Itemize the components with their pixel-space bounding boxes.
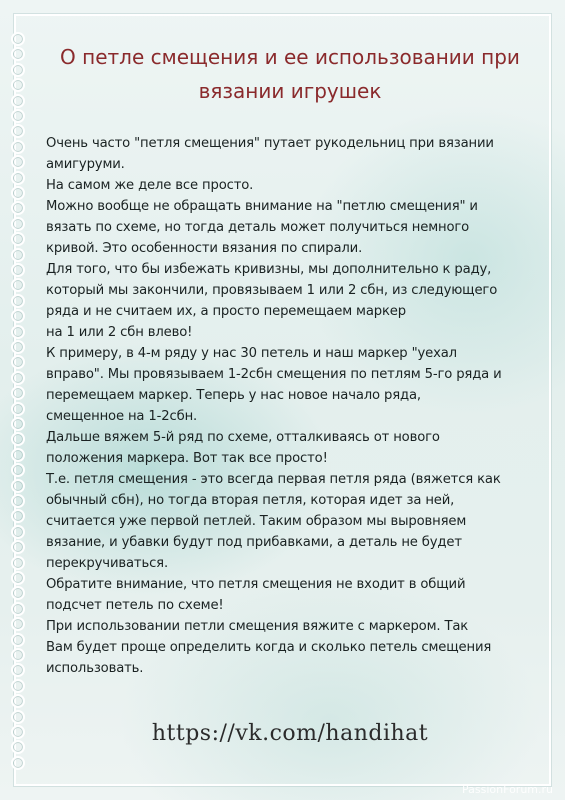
body-line: Можно вообще не обращать внимание на "петлю смещения" и xyxy=(46,199,478,214)
spiral-ring xyxy=(11,463,25,477)
spiral-ring xyxy=(11,155,25,169)
spiral-ring xyxy=(11,109,25,123)
spiral-ring xyxy=(11,663,25,677)
spiral-ring xyxy=(11,355,25,369)
page-title xyxy=(40,40,540,108)
body-line: вязать по схеме, но тогда деталь может получиться немного xyxy=(46,220,470,235)
source-link[interactable]: https://vk.com/handihat xyxy=(151,721,429,746)
spiral-ring xyxy=(11,540,25,554)
body-line: обычный сбн), но тогда вторая петля, которая идет за ней, xyxy=(46,493,455,508)
spiral-ring xyxy=(11,710,25,724)
spiral-ring xyxy=(11,186,25,200)
article-body xyxy=(46,133,542,679)
body-line: кривой. Это особенности вязания по спирали. xyxy=(46,241,363,256)
spiral-ring xyxy=(11,740,25,754)
spiral-ring xyxy=(11,602,25,616)
body-line: перемещаем маркер. Теперь у нас новое начало ряда, xyxy=(46,388,421,403)
spiral-ring xyxy=(11,694,25,708)
spiral-ring xyxy=(11,756,25,770)
title-line-1: О петле смещения и ее использовании при xyxy=(60,45,520,69)
spiral-ring xyxy=(11,124,25,138)
spiral-ring xyxy=(11,571,25,585)
spiral-ring xyxy=(11,248,25,262)
body-line: положения маркера. Вот так все просто! xyxy=(46,451,328,466)
body-line: на 1 или 2 сбн влево! xyxy=(46,325,193,340)
body-line: который мы закончили, провязываем 1 или 2 сбн, из следующего xyxy=(46,283,498,298)
spiral-ring xyxy=(11,417,25,431)
spiral-ring xyxy=(11,32,25,46)
spiral-ring xyxy=(11,586,25,600)
spiral-ring xyxy=(11,679,25,693)
spiral-ring xyxy=(11,47,25,61)
body-line: Дальше вяжем 5-й ряд по схеме, отталкиваясь от нового xyxy=(46,430,440,445)
spiral-ring xyxy=(11,386,25,400)
spiral-ring xyxy=(11,78,25,92)
spiral-ring xyxy=(11,633,25,647)
body-line: На самом же деле все просто. xyxy=(46,178,254,193)
spiral-ring xyxy=(11,94,25,108)
body-line: Вам будет проще определить когда и сколько петель смещения xyxy=(46,640,492,655)
spiral-ring xyxy=(11,171,25,185)
spiral-ring xyxy=(11,525,25,539)
spiral-ring xyxy=(11,432,25,446)
spiral-ring xyxy=(11,278,25,292)
spiral-ring xyxy=(11,217,25,231)
body-line: использовать. xyxy=(46,661,144,676)
body-line: Т.е. петля смещения - это всегда первая петля ряда (вяжется как xyxy=(46,472,501,487)
spiral-ring xyxy=(11,309,25,323)
spiral-binding xyxy=(9,32,27,772)
spiral-ring xyxy=(11,556,25,570)
body-line: К примеру, в 4-м ряду у нас 30 петель и наш маркер "уехал xyxy=(46,346,457,361)
body-line: Очень часто "петля смещения" путает рукодельниц при вязании xyxy=(46,136,494,151)
spiral-ring xyxy=(11,725,25,739)
body-line: перекручиваться. xyxy=(46,556,169,571)
body-line: вязание, и убавки будут под прибавками, а деталь не будет xyxy=(46,535,462,550)
spiral-ring xyxy=(11,448,25,462)
spiral-ring xyxy=(11,479,25,493)
body-line: вправо". Мы провязываем 1-2сбн смещения по петлям 5-го ряда и xyxy=(46,367,502,382)
watermark: PassionForum.ru xyxy=(462,783,553,796)
spiral-ring xyxy=(11,648,25,662)
spiral-ring xyxy=(11,617,25,631)
spiral-ring xyxy=(11,294,25,308)
spiral-ring xyxy=(11,263,25,277)
spiral-ring xyxy=(11,325,25,339)
body-line: подсчет петель по схеме! xyxy=(46,598,224,613)
body-line: При использовании петли смещения вяжите с маркером. Так xyxy=(46,619,469,634)
body-line: ряда и не считаем их, а просто перемещаем маркер xyxy=(46,304,406,319)
body-line: смещенное на 1-2сбн. xyxy=(46,409,198,424)
body-line: Обратите внимание, что петля смещения не входит в общий xyxy=(46,577,466,592)
spiral-ring xyxy=(11,232,25,246)
title-line-2: вязании игрушек xyxy=(198,79,382,103)
body-line: Для того, что бы избежать кривизны, мы дополнительно к раду, xyxy=(46,262,492,277)
spiral-ring xyxy=(11,371,25,385)
spiral-ring xyxy=(11,63,25,77)
spiral-ring xyxy=(11,402,25,416)
spiral-ring xyxy=(11,140,25,154)
body-line: амигуруми. xyxy=(46,157,125,172)
spiral-ring xyxy=(11,509,25,523)
spiral-ring xyxy=(11,201,25,215)
body-line: считается уже первой петлей. Таким образом мы выровняем xyxy=(46,514,467,529)
spiral-ring xyxy=(11,494,25,508)
spiral-ring xyxy=(11,340,25,354)
